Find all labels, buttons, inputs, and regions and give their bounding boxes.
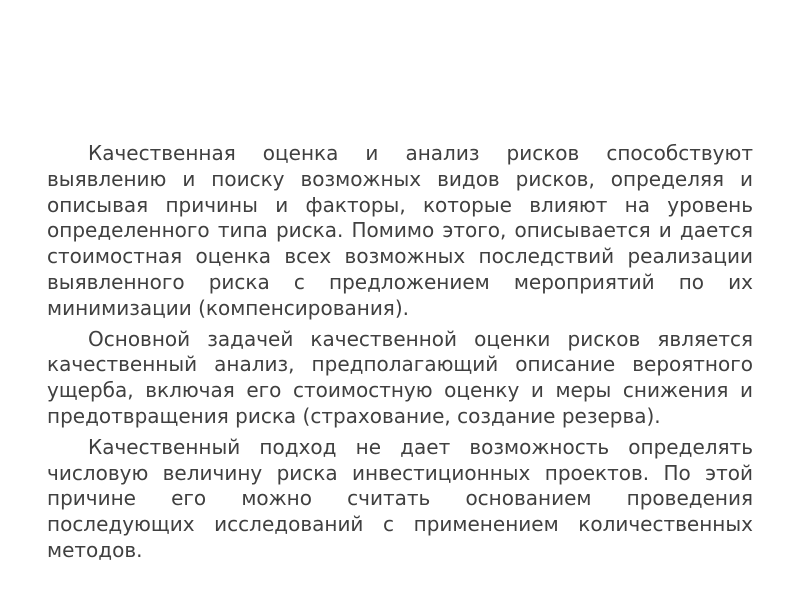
- paragraph-qualitative-assessment: Качественная оценка и анализ рисков способствуют выявлению и поиску возможных видов рисков, определяя и описывая причины и факторы, которые влияют на уровень определенного типа риска. Помимо этого, описывается и дается стоимостная оценка всех возможных последствий реализации выявленного риска с предложением мероприятий по их минимизации (компенсирования).: [47, 141, 753, 320]
- body-text: [47, 141, 753, 564]
- paragraph-qualitative-approach: Качественный подход не дает возможность определять числовую величину риска инвестиционных проектов. По этой причине его можно считать основанием проведения последующих исследований с применением количественных методов.: [47, 434, 753, 562]
- paragraph-main-task: Основной задачей качественной оценки рисков является качественный анализ, предполагающий описание вероятного ущерба, включая его стоимостную оценку и меры снижения и предотвращения риска (страхование, создание резерва).: [47, 326, 753, 428]
